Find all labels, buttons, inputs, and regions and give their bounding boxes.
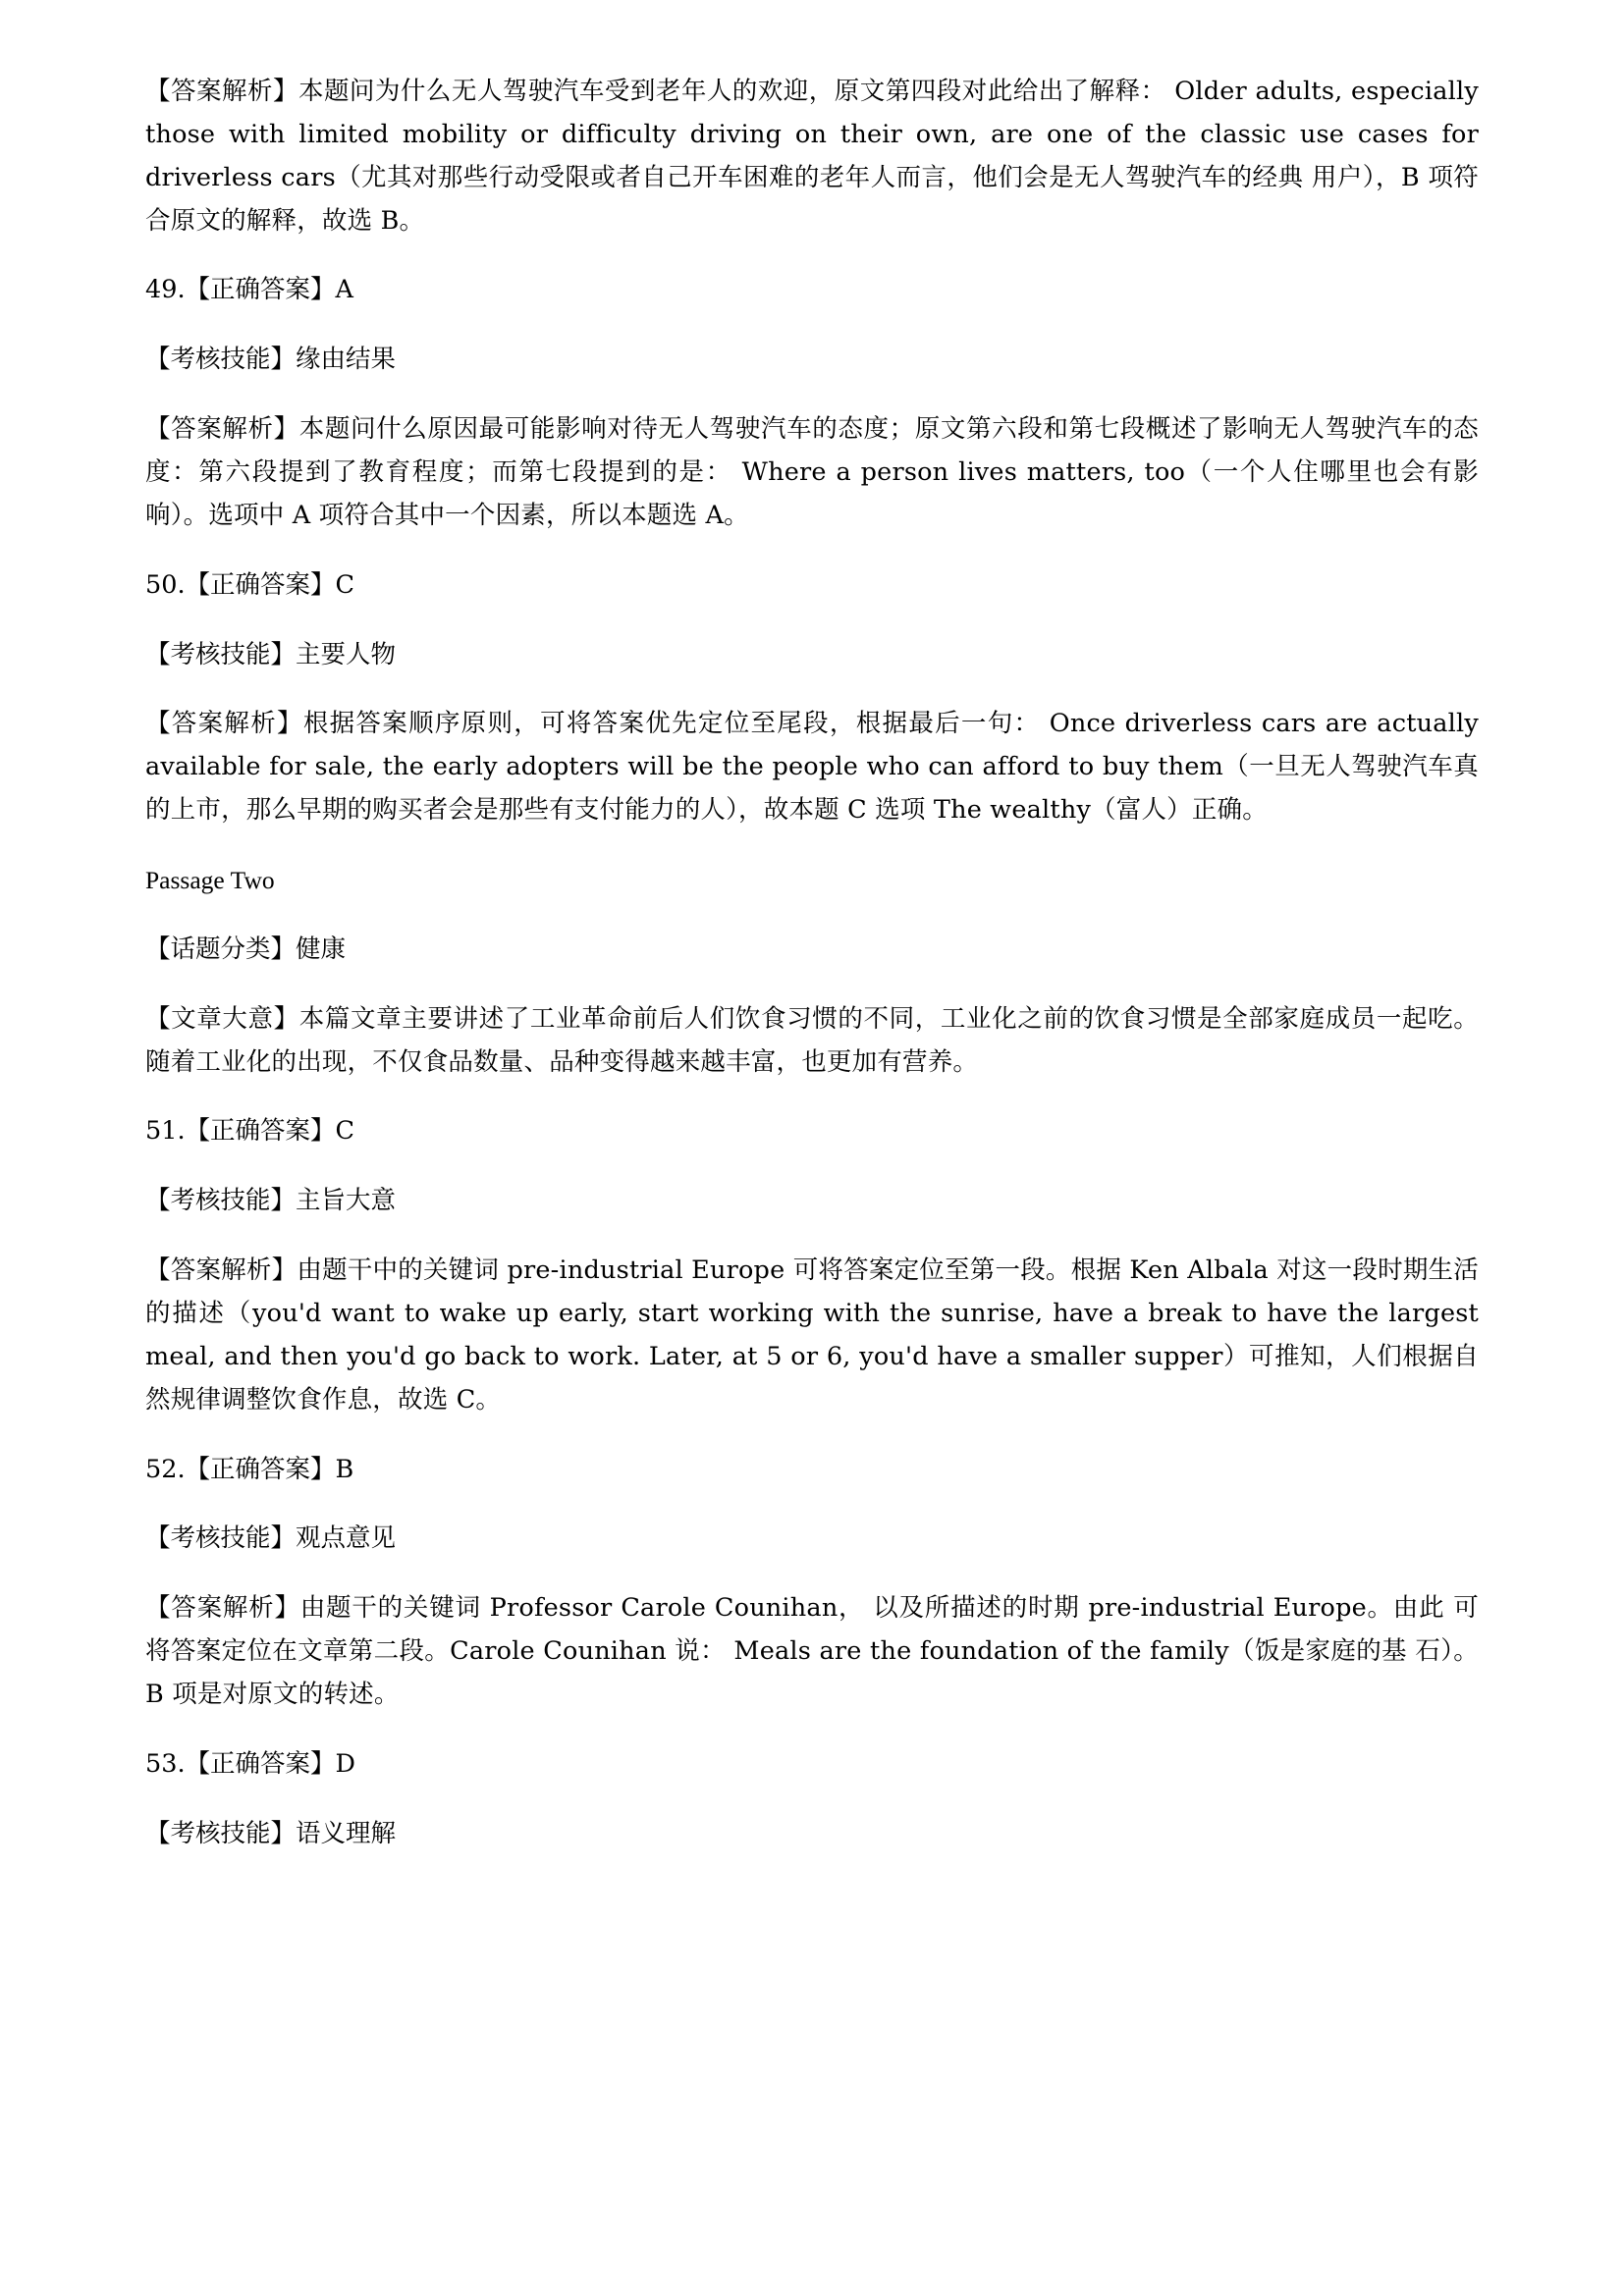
correct-answer-51: 51.【正确答案】C xyxy=(145,1116,355,1147)
answer-explanation-50: 【答案解析】根据答案顺序原则，可将答案优先定位至尾段，根据最后一句： Once driverless cars are actually available for sale, the early adopters will be the people who can afford to buy them（一旦无人驾驶汽车真的上市，那么早期的购买者会是那些有支付能力的人），故本题 C 选项 The wealthy（富人）正确。 xyxy=(145,709,1479,826)
answer-explanation-48: 【答案解析】本题问为什么无人驾驶汽车受到老年人的欢迎，原文第四段对此给出了解释： Older adults, especially those with limited mobility or difficulty driving on their own, are one of the classic use cases for driverless cars（尤其对那些行动受限或者自己开车困难的老年人而言，他们会是无人驾驶汽车的经典 用户），B 项符合原文的解释，故选 B。 xyxy=(145,77,1479,236)
topic-category: 【话题分类】健康 xyxy=(145,934,347,964)
assessed-skill-50: 【考核技能】主要人物 xyxy=(145,639,397,669)
correct-answer-50: 50.【正确答案】C xyxy=(145,569,355,600)
answer-explanation-51: 【答案解析】由题干中的关键词 pre-industrial Europe 可将答案定位至第一段。根据 Ken Albala 对这一段时期生活的描述（you'd want to wake up early, start working with the sunrise, have a break to have the largest meal, and then you'd go back to work. Later, at 5 or 6, you'd have a smaller supper）可推知，人们根据自然规律调整饮食作息，故选 C。 xyxy=(145,1255,1479,1415)
answer-explanation-52: 【答案解析】由题干的关键词 Professor Carole Counihan， 以及所描述的时期 pre-industrial Europe。由此 可将答案定位在文章第二段。Carole Counihan 说： Meals are the foundation of the family（饭是家庭的基 石）。B 项是对原文的转述。 xyxy=(145,1593,1479,1710)
assessed-skill-51: 【考核技能】主旨大意 xyxy=(145,1186,397,1216)
correct-answer-52: 52.【正确答案】B xyxy=(145,1454,354,1484)
article-summary: 【文章大意】本篇文章主要讲述了工业革命前后人们饮食习惯的不同，工业化之前的饮食习惯是全部家庭成员一起吃。随着工业化的出现，不仅食品数量、品种变得越来越丰富，也更加有营养。 xyxy=(145,1003,1479,1077)
passage-two-heading: Passage Two xyxy=(145,866,275,895)
correct-answer-53: 53.【正确答案】D xyxy=(145,1748,355,1779)
correct-answer-49: 49.【正确答案】A xyxy=(145,275,353,305)
assessed-skill-49: 【考核技能】缘由结果 xyxy=(145,345,397,375)
answer-explanation-49: 【答案解析】本题问什么原因最可能影响对待无人驾驶汽车的态度；原文第六段和第七段概述了影响无人驾驶汽车的态度：第六段提到了教育程度；而第七段提到的是： Where a person lives matters, too（一个人住哪里也会有影响）。选项中 A 项符合其中一个因素，所以本题选 A。 xyxy=(145,414,1479,530)
assessed-skill-53: 【考核技能】语义理解 xyxy=(145,1818,397,1848)
assessed-skill-52: 【考核技能】观点意见 xyxy=(145,1523,397,1554)
